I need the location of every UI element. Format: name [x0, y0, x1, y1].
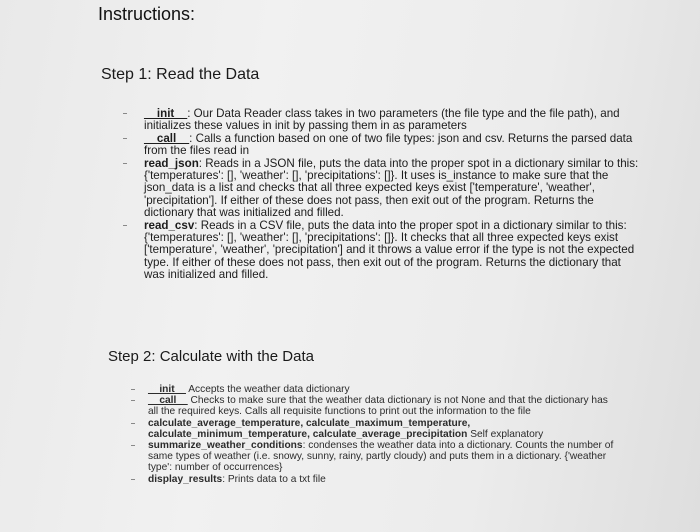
item-term: display_results: [148, 473, 223, 485]
list-item-init: [120, 108, 642, 133]
step2-heading: Step 2: Calculate with the Data: [108, 348, 314, 365]
item-term: __call__: [148, 395, 188, 407]
step1-heading: Step 1: Read the Data: [101, 66, 260, 83]
item-term: __init__: [144, 107, 188, 120]
bullet-dash: [123, 163, 127, 164]
item-text: : Reads in a JSON file, puts the data into the proper spot in a dictionary similar to this: {'temperatures': [], 'weather': [], 'precipitations': []}. It uses is_instance to make sure that the json_data is a list and checks that all three expected keys exist ['temperature', 'weather', 'precipitation']. If either of these does not pass, then exit out of the program. Returns the dictionary that was initialized and filled.: [144, 156, 639, 220]
item-term: calculate_average_temperature, calculate_maximum_temperature, calculate_minimum_temperature, calculate_average_precipitation: [148, 417, 471, 440]
item-text: : Our Data Reader class takes in two parameters (the file type and the file path), and initializes these values in init by passing them in as parameters: [144, 107, 620, 133]
bullet-dash: [123, 225, 127, 226]
bullet-dash: [131, 400, 135, 401]
list-item-summarize: [128, 440, 620, 474]
item-text: Checks to make sure that the weather data dictionary is not None and that the dictionary has all the required keys. Calls all requisite functions to print out the information to the file: [148, 395, 608, 418]
item-term: read_json: [144, 156, 199, 170]
list-item-call: [128, 395, 620, 417]
bullet-dash: [131, 423, 135, 424]
bullet-dash: [131, 389, 135, 390]
item-text: : condenses the weather data into a dictionary. Counts the number of same types of weather (i.e. snowy, sunny, rainy, partly cloudy) and puts them in a dictionary. {'weather type': number of occurrences}: [148, 440, 614, 474]
bullet-dash: [131, 479, 135, 480]
list-item-call: [120, 133, 642, 158]
list-item-init: [128, 384, 620, 395]
bullet-dash: [131, 445, 135, 446]
list-item-display-results: [128, 474, 620, 485]
item-term: __call__: [144, 131, 190, 145]
item-text: Accepts the weather data dictionary: [185, 384, 350, 395]
item-term: __init__: [148, 384, 186, 395]
item-text: : Calls a function based on one of two file types: json and csv. Returns the parsed data from the files read in: [144, 131, 633, 158]
list-item-read-csv: [120, 220, 642, 282]
item-term: read_csv: [144, 218, 195, 232]
item-text: Self explanatory: [467, 428, 544, 440]
item-text: : Prints data to a txt file: [222, 473, 326, 485]
list-item-calculate-functions: [128, 418, 620, 440]
step2-list: [128, 384, 620, 485]
bullet-dash: [123, 113, 127, 114]
item-term: summarize_weather_conditions: [148, 440, 303, 452]
item-text: : Reads in a CSV file, puts the data into the proper spot in a dictionary similar to this: {'temperatures': [], 'weather': [], 'precipitations': []}. It checks that all three expected keys exist ['temperature', 'weather', 'precipitation'] and it throws a value error if the type is not the expected type. If either of these does not pass, then exit out of the program. Returns the dictionary that was initialized and filled.: [144, 218, 635, 282]
bullet-dash: [123, 138, 127, 139]
page-title: Instructions:: [98, 4, 196, 24]
step1-list: [120, 108, 642, 282]
list-item-read-json: [120, 158, 642, 220]
